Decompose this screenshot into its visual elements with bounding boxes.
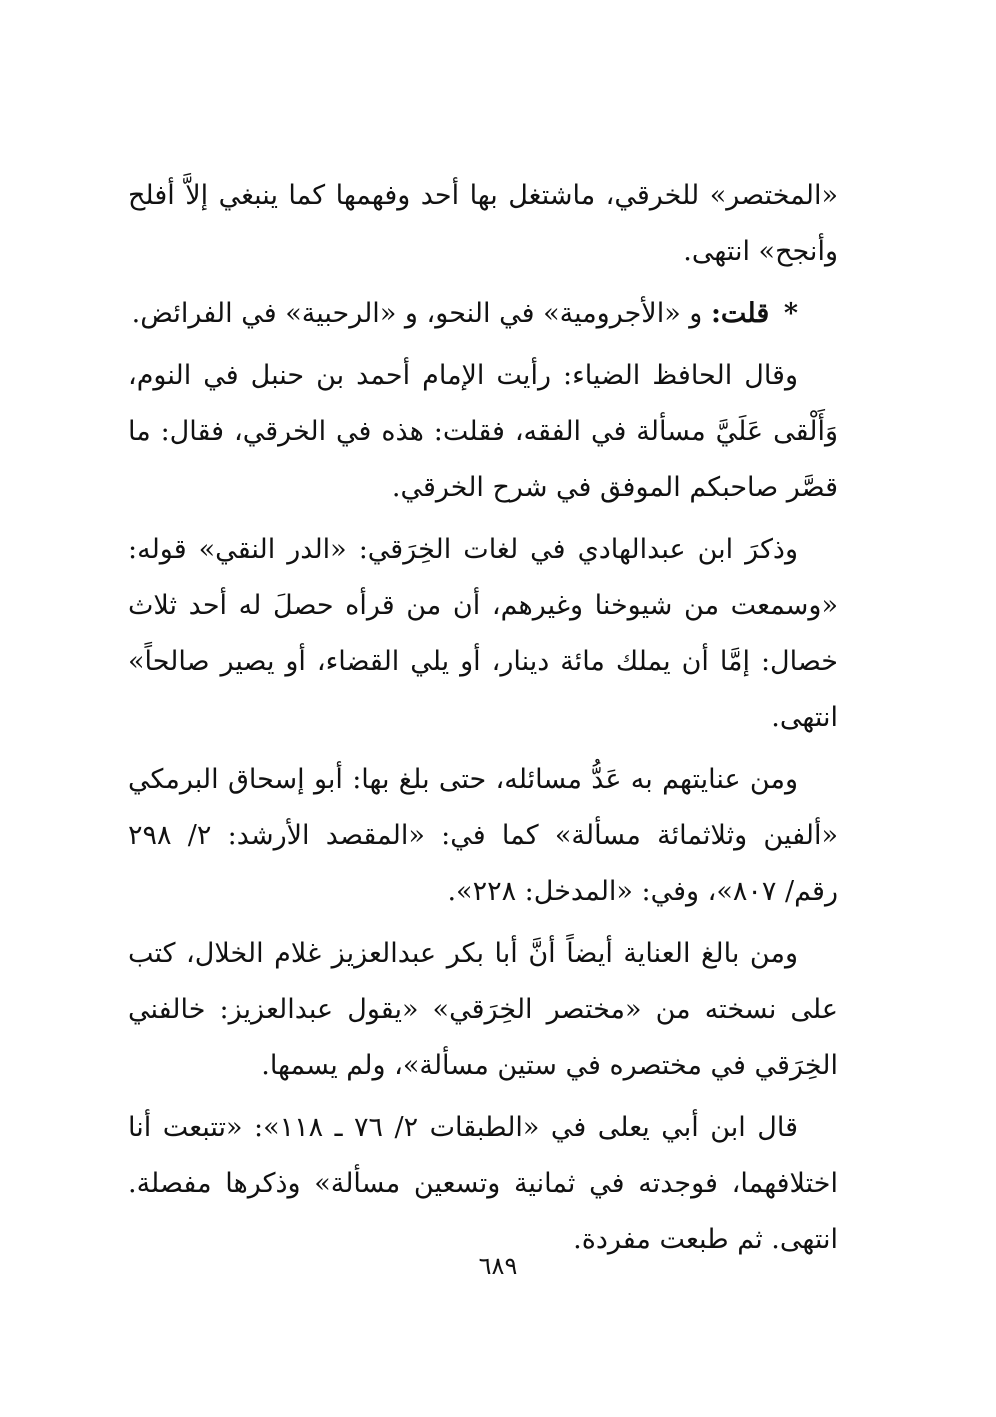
paragraph-4 (128, 522, 838, 746)
paragraph-6 (128, 926, 838, 1094)
asterisk-marker: * (783, 298, 798, 329)
paragraph-2-text: و «الأجرومية» في النحو، و «الرحبية» في الفرائض. (131, 298, 703, 329)
paragraph-5-text: ومن عنايتهم به عَدُّ مسائله، حتى بلغ بها: أبو إسحاق البرمكي «ألفين وثلاثمائة مسألة» كما في: «المقصد الأرشد: ٢/ ٢٩٨ رقم/ ٨٠٧»، وفي: «المدخل: ٢٢٨». (128, 764, 838, 907)
page-number: ٦٨٩ (478, 1252, 518, 1280)
paragraph-7 (128, 1100, 838, 1268)
paragraph-4-text: وذكرَ ابن عبدالهادي في لغات الخِرَقي: «الدر النقي» قوله: «وسمعت من شيوخنا وغيرهم، أن من قرأه حصلَ له أحد ثلاث خصال: إمَّا أن يملك مائة دينار، أو يلي القضاء، أو يصير صالحاً» انتهى. (128, 534, 838, 733)
paragraph-5 (128, 752, 838, 920)
paragraph-1-text: «المختصر» للخرقي، ماشتغل بها أحد وفهمها كما ينبغي إلاَّ أفلح وأنجح» انتهى. (128, 180, 838, 267)
body-text (128, 168, 838, 1274)
paragraph-3 (128, 348, 838, 516)
paragraph-1 (128, 168, 838, 280)
paragraph-7-text: قال ابن أبي يعلى في «الطبقات ٢/ ٧٦ ـ ١١٨»: «تتبعت أنا اختلافهما، فوجدته في ثمانية وتسعين مسألة» وذكرها مفصلة. انتهى. ثم طبعت مفردة. (128, 1112, 838, 1255)
note-label: قلت: (710, 298, 770, 329)
paragraph-2-note (128, 286, 838, 342)
paragraph-6-text: ومن بالغ العناية أيضاً أنَّ أبا بكر عبدالعزيز غلام الخلال، كتب على نسخته من «مختصر الخِرَقي» «يقول عبدالعزيز: خالفني الخِرَقي في مختصره في ستين مسألة»، ولم يسمها. (128, 938, 838, 1081)
paragraph-3-text: وقال الحافظ الضياء: رأيت الإمام أحمد بن حنبل في النوم، وَأَلْقى عَلَيَّ مسألة في الفقه، فقلت: هذه في الخرقي، فقال: ما قصَّر صاحبكم الموفق في شرح الخرقي. (128, 360, 838, 503)
